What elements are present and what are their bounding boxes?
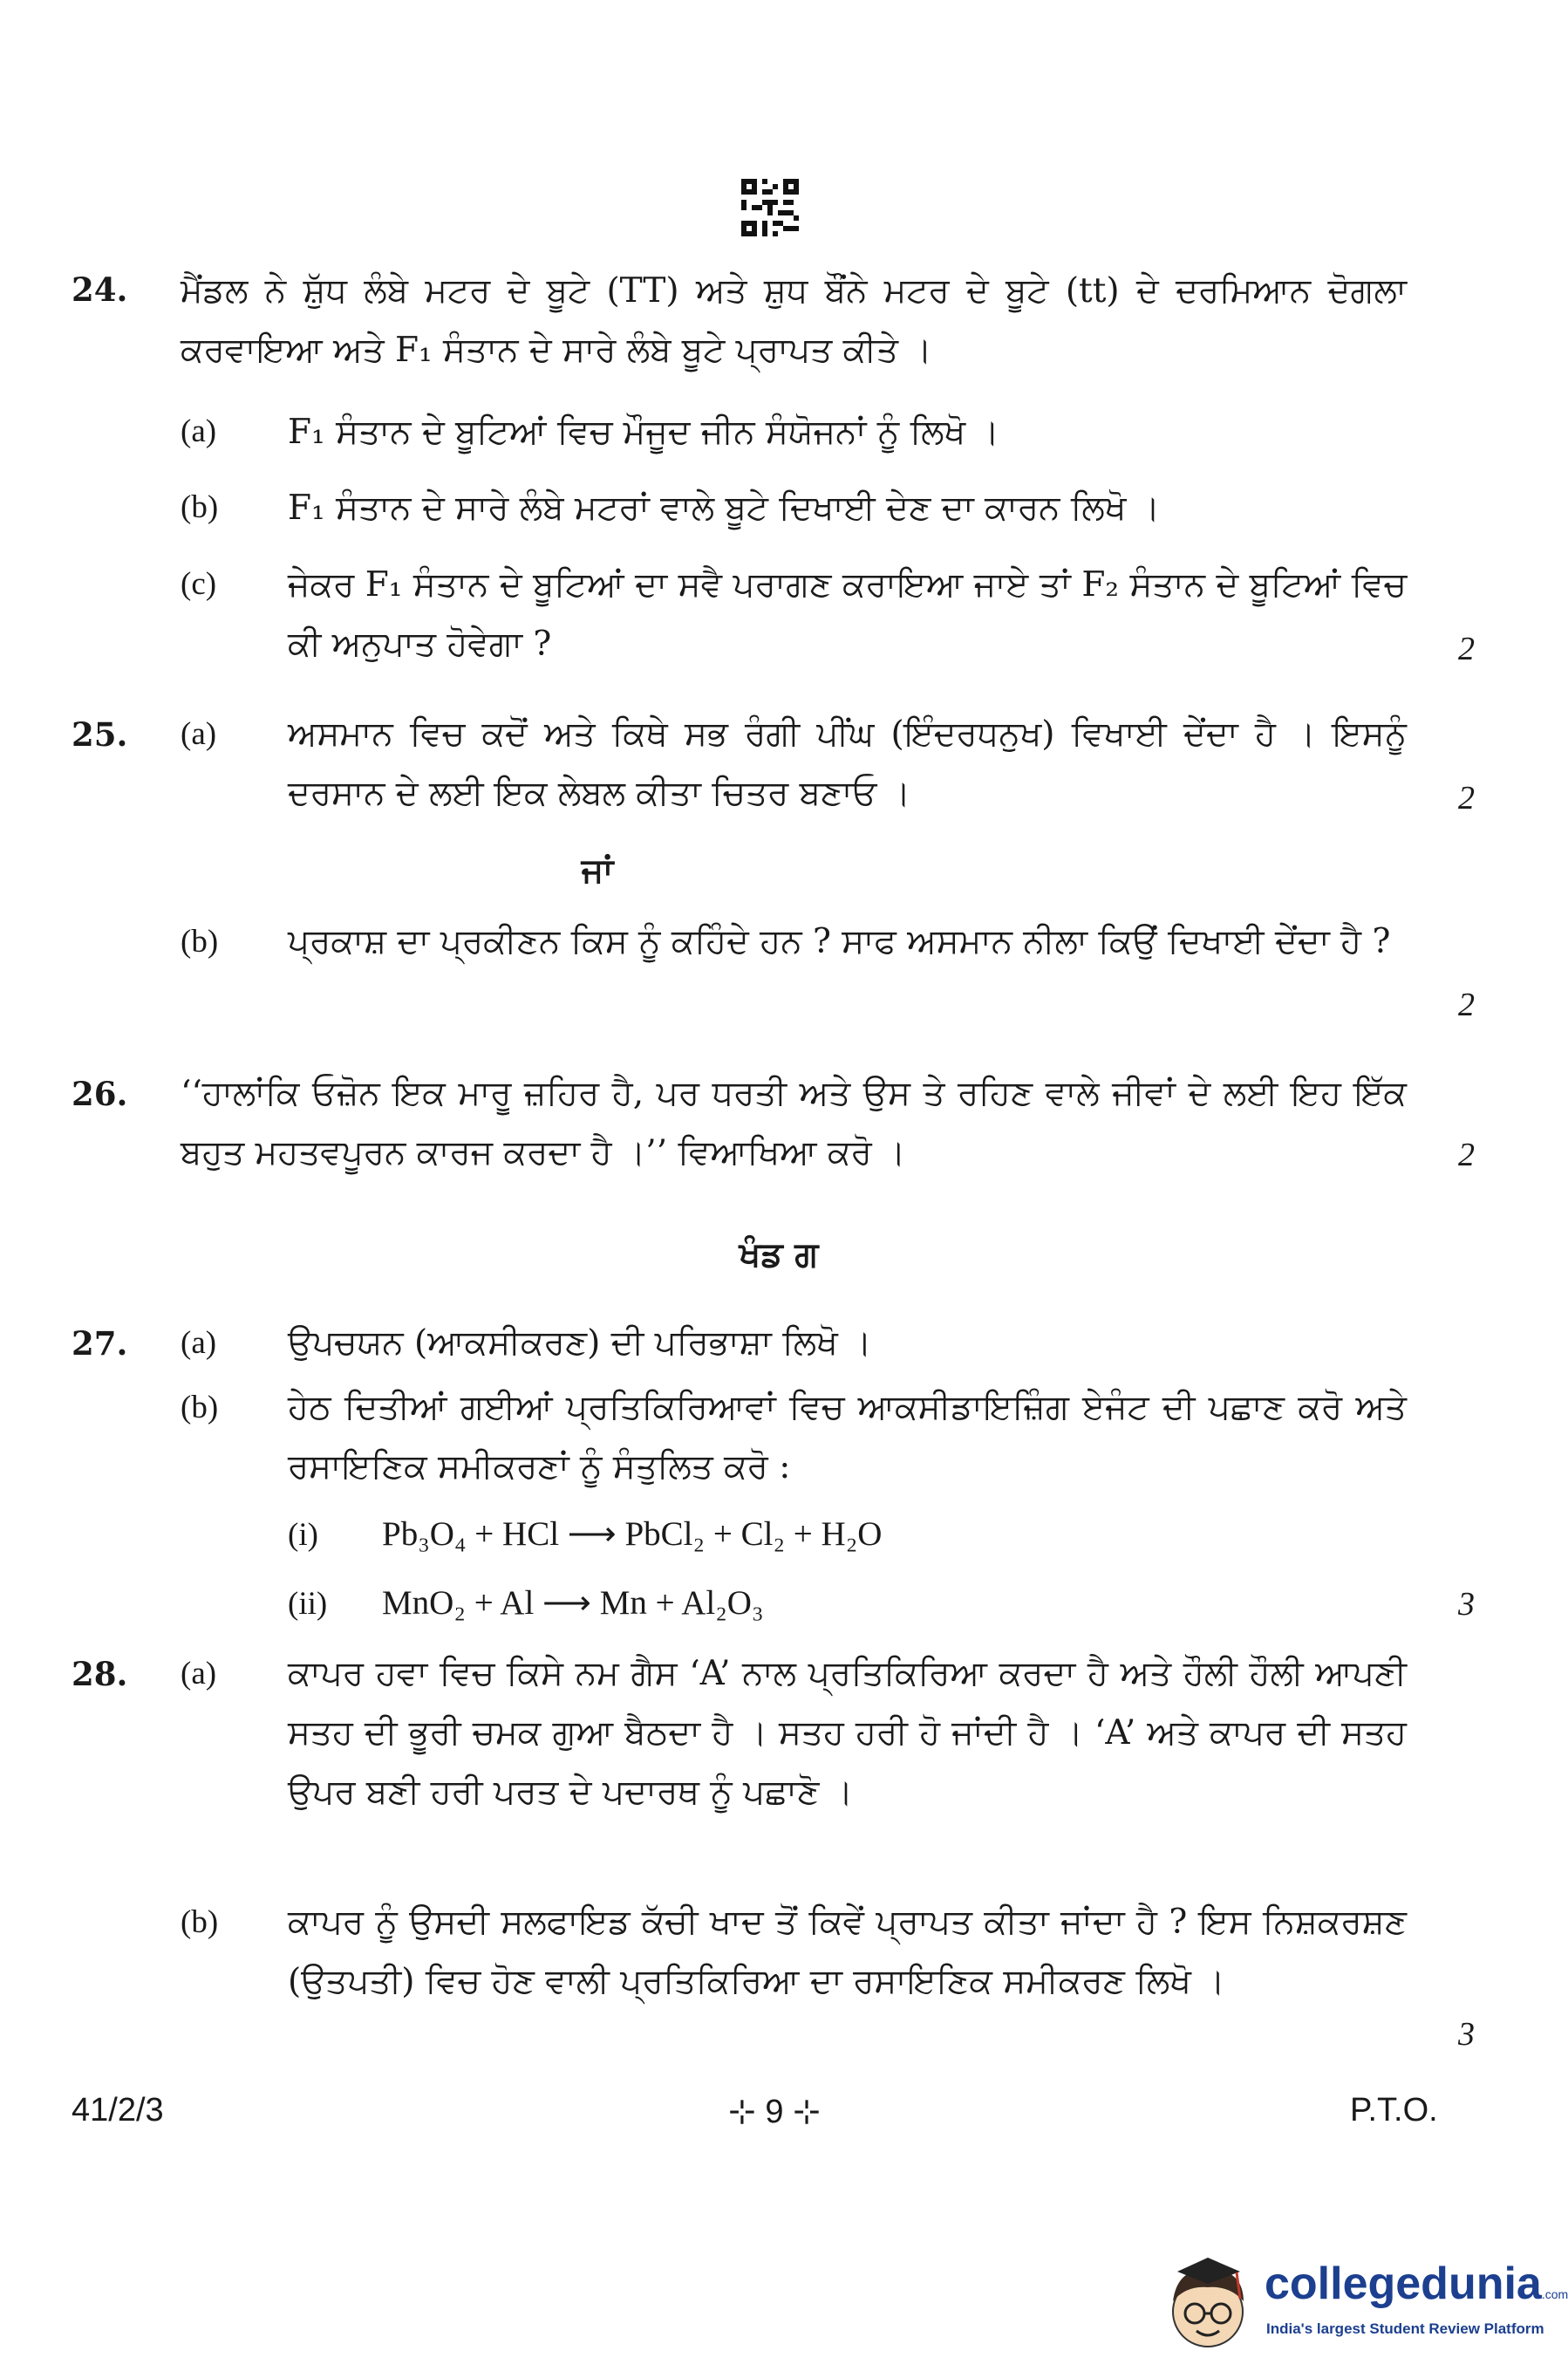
or-divider: ਜਾਂ: [581, 851, 614, 891]
q24-part-a-label: (a): [181, 413, 217, 449]
q25-part-b-label: (b): [181, 924, 219, 960]
q27-part-a-label: (a): [181, 1325, 217, 1361]
question-number-27: 27.: [72, 1324, 128, 1363]
q24-part-b-label: (b): [181, 489, 219, 525]
page-ornament-right-icon: ⊹: [793, 2094, 821, 2130]
page-number: [728, 2092, 821, 2131]
question-number-28: 28.: [72, 1655, 128, 1693]
question-26-text: ‘‘ਹਾਲਾਂਕਿ ਓਜ਼ੋਨ ਇਕ ਮਾਰੂ ਜ਼ਹਿਰ ਹੈ, ਪਰ ਧਰਤੀ ਅਤੇ ਉਸ ਤੇ ਰਹਿਣ ਵਾਲੇ ਜੀਵਾਂ ਦੇ ਲਈ ਇਹ ਇੱਕ ਬਹੁਤ ਮਹਤਵਪੂਰਨ ਕਾਰਜ ਕਰਦਾ ਹੈ ।’’ ਵਿਆਖਿਆ ਕਰੋ ।: [181, 1074, 1407, 1172]
q27-eq-i-label: (i): [288, 1517, 318, 1553]
section-heading: ਖੰਡ ਗ: [739, 1234, 819, 1274]
q24-part-c-label: (c): [181, 566, 217, 602]
brand-tagline: India's largest Student Review Platform: [1266, 2320, 1544, 2337]
brand-name-text: collegedunia: [1265, 2258, 1542, 2309]
page-ornament-left-icon: ⊹: [728, 2094, 756, 2130]
q25a-marks: 2: [1458, 780, 1475, 817]
collegedunia-watermark: [1160, 2251, 1568, 2355]
q28-part-b-text: ਕਾਪਰ ਨੂੰ ਉਸਦੀ ਸਲਫਾਇਡ ਕੱਚੀ ਖਾਦ ਤੋਂ ਕਿਵੇਂ ਪ੍ਰਾਪਤ ਕੀਤਾ ਜਾਂਦਾ ਹੈ ? ਇਸ ਨਿਸ਼ਕਰਸ਼ਣ (ਉਤਪਤੀ) ਵਿਚ ਹੋਣ ਵਾਲੀ ਪ੍ਰਤਿਕਿਰਿਆ ਦਾ ਰਸਾਇਣਿਕ ਸਮੀਕਰਣ ਲਿਖੋ ।: [288, 1903, 1407, 2001]
q25-part-a-text: ਅਸਮਾਨ ਵਿਚ ਕਦੋਂ ਅਤੇ ਕਿਥੇ ਸਭ ਰੰਗੀ ਪੀਂਘ (ਇੰਦਰਧਨੁਖ) ਵਿਖਾਈ ਦੇਂਦਾ ਹੈ । ਇਸਨੂੰ ਦਰਸਾਨ ਦੇ ਲਈ ਇਕ ਲੇਬਲ ਕੀਤਾ ਚਿਤਰ ਬਣਾਓ ।: [288, 714, 1407, 813]
q27-equation-ii: MnO₂ + Al ⟶ Mn + Al₂O₃: [382, 1584, 764, 1622]
q27-equation-i: Pb₃O₄ + HCl ⟶ PbCl₂ + Cl₂ + H₂O: [382, 1515, 883, 1553]
q27-eq-ii-label: (ii): [288, 1586, 328, 1622]
question-24-intro: ਮੈਂਡਲ ਨੇ ਸ਼ੁੱਧ ਲੰਬੇ ਮਟਰ ਦੇ ਬੂਟੇ (TT) ਅਤੇ ਸ਼ੁਧ ਬੌਂਨੇ ਮਟਰ ਦੇ ਬੂਟੇ (tt) ਦੇ ਦਰਮਿਆਨ ਦੋਗਲਾ ਕਰਵਾਇਆ ਅਤੇ F₁ ਸੰਤਾਨ ਦੇ ਸਾਰੇ ਲੰਬੇ ਬੂਟੇ ਪ੍ਰਾਪਤ ਕੀਤੇ ।: [181, 271, 1407, 370]
q27-part-a-text: ਉਪਚਯਨ (ਆਕਸੀਕਰਣ) ਦੀ ਪਰਿਭਾਸ਼ਾ ਲਿਖੋ ।: [288, 1323, 872, 1363]
q25-part-a-label: (a): [181, 716, 217, 752]
q28-part-a-label: (a): [181, 1656, 217, 1691]
q27-part-b-text: ਹੇਠ ਦਿਤੀਆਂ ਗਈਆਂ ਪ੍ਰਤਿਕਿਰਿਆਵਾਂ ਵਿਚ ਆਕਸੀਡਾਇਜ਼ਿੰਗ ਏਜੰਟ ਦੀ ਪਛਾਣ ਕਰੋ ਅਤੇ ਰਸਾਇਣਿਕ ਸਮੀਕਰਣਾਂ ਨੂੰ ਸੰਤੁਲਿਤ ਕਰੋ :: [288, 1388, 1407, 1486]
page-number-value: 9: [765, 2094, 784, 2130]
q24-part-c-text: ਜੇਕਰ F₁ ਸੰਤਾਨ ਦੇ ਬੂਟਿਆਂ ਦਾ ਸਵੈ ਪਰਾਗਣ ਕਰਾਇਆ ਜਾਏ ਤਾਂ F₂ ਸੰਤਾਨ ਦੇ ਬੂਟਿਆਂ ਵਿਚ ਕੀ ਅਨੁਪਾਤ ਹੋਵੇਗਾ ?: [288, 565, 1407, 664]
q27-marks: 3: [1458, 1586, 1475, 1623]
pto-label: P.T.O.: [1350, 2092, 1438, 2129]
q27-part-b-label: (b): [181, 1390, 219, 1425]
q25b-marks: 2: [1458, 987, 1475, 1023]
brand-name: [1265, 2258, 1568, 2310]
q25-part-b-text: ਪ੍ਰਕਾਸ਼ ਦਾ ਪ੍ਰਕੀਣਨ ਕਿਸ ਨੂੰ ਕਹਿੰਦੇ ਹਨ ? ਸਾਫ ਅਸਮਾਨ ਨੀਲਾ ਕਿਉਂ ਦਿਖਾਈ ਦੇਂਦਾ ਹੈ ?: [288, 922, 1391, 961]
q24-part-a-text: F₁ ਸੰਤਾਨ ਦੇ ਬੂਟਿਆਂ ਵਿਚ ਮੌਜੂਦ ਜੀਨ ਸੰਯੋਜਨਾਂ ਨੂੰ ਲਿਖੋ ।: [288, 413, 999, 452]
mascot-icon: [1160, 2251, 1256, 2355]
q24-marks: 2: [1458, 631, 1475, 667]
question-number-24: 24.: [72, 270, 128, 309]
question-number-26: 26.: [72, 1075, 128, 1113]
q26-marks: 2: [1458, 1137, 1475, 1173]
question-number-25: 25.: [72, 715, 128, 754]
q28-marks: 3: [1458, 2016, 1475, 2053]
brand-domain: .com: [1541, 2287, 1568, 2301]
qr-code-icon: [741, 179, 799, 236]
q28-part-a-text: ਕਾਪਰ ਹਵਾ ਵਿਚ ਕਿਸੇ ਨਮ ਗੈਸ ‘A’ ਨਾਲ ਪ੍ਰਤਿਕਿਰਿਆ ਕਰਦਾ ਹੈ ਅਤੇ ਹੌਲੀ ਹੌਲੀ ਆਪਣੀ ਸਤਹ ਦੀ ਭੂਰੀ ਚਮਕ ਗੁਆ ਬੈਠਦਾ ਹੈ । ਸਤਹ ਹਰੀ ਹੋ ਜਾਂਦੀ ਹੈ । ‘A’ ਅਤੇ ਕਾਪਰ ਦੀ ਸਤਹ ਉਪਰ ਬਣੀ ਹਰੀ ਪਰਤ ਦੇ ਪਦਾਰਥ ਨੂੰ ਪਛਾਣੋ ।: [288, 1654, 1407, 1812]
q28-part-b-label: (b): [181, 1904, 219, 1940]
q24-part-b-text: F₁ ਸੰਤਾਨ ਦੇ ਸਾਰੇ ਲੰਬੇ ਮਟਰਾਂ ਵਾਲੇ ਬੂਟੇ ਦਿਖਾਈ ਦੇਣ ਦਾ ਕਾਰਨ ਲਿਖੋ ।: [288, 489, 1161, 528]
paper-code: 41/2/3: [72, 2092, 164, 2129]
